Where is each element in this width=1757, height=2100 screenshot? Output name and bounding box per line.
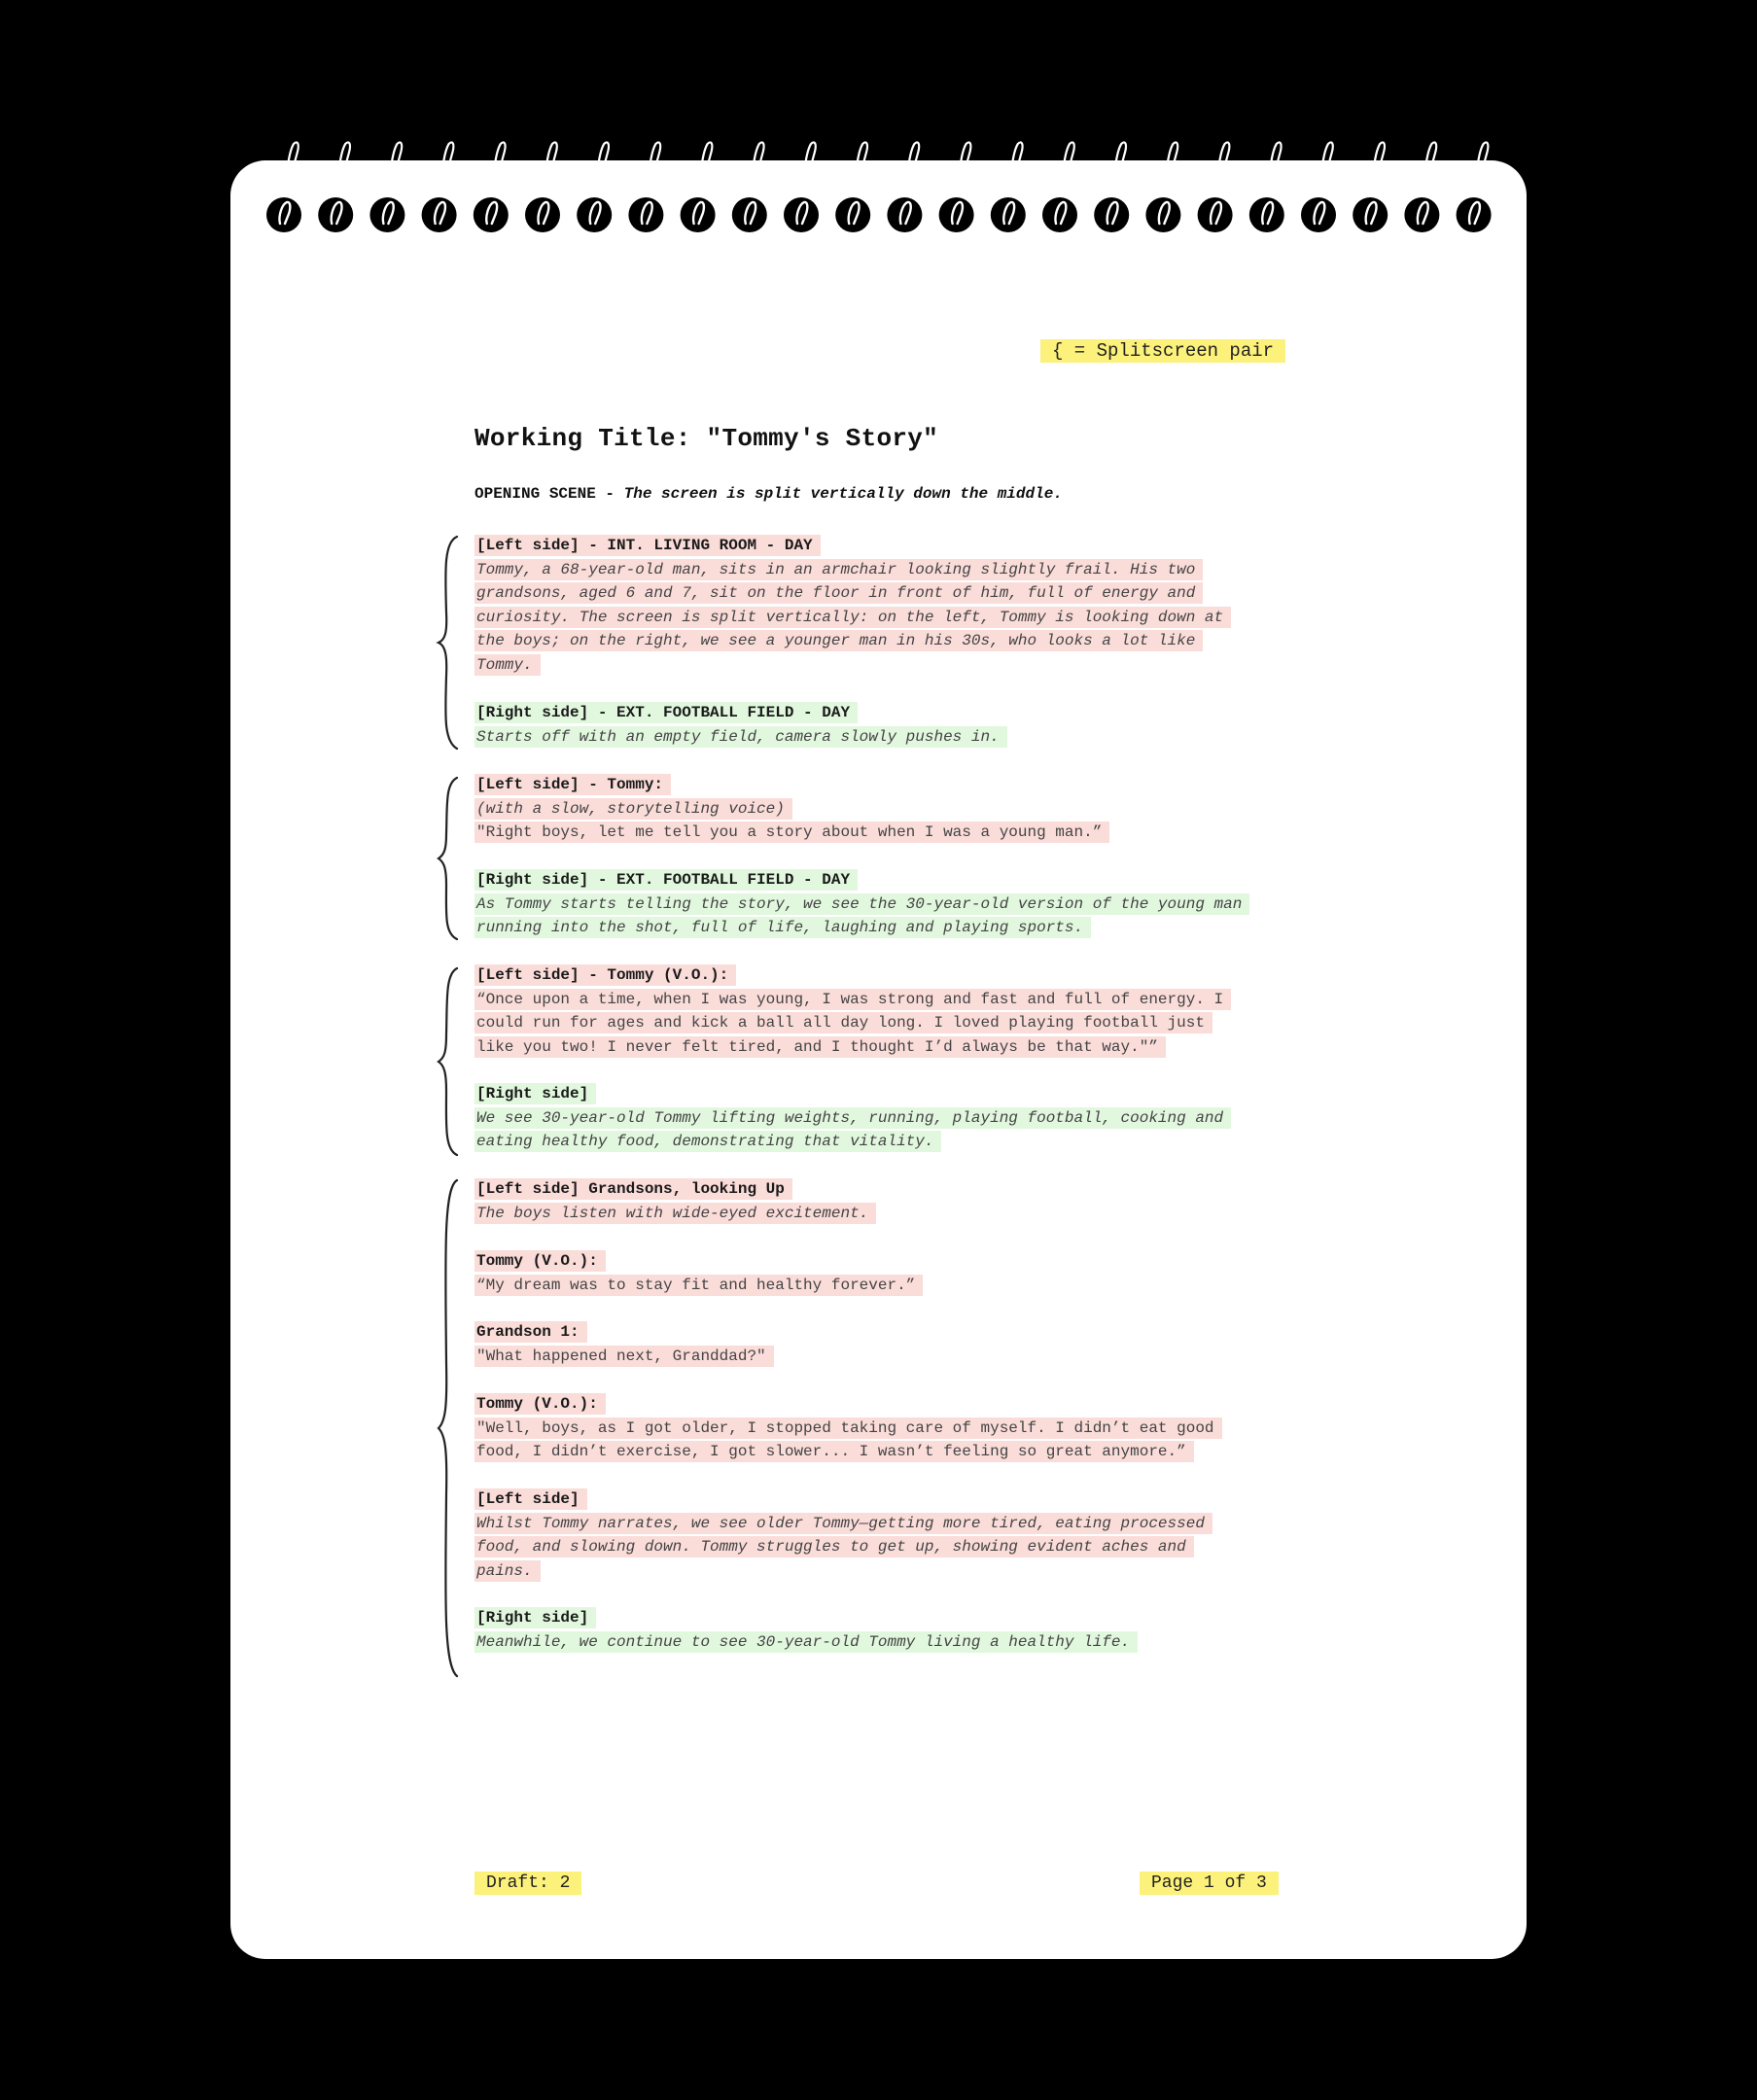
scene-block-right-football-field-2: [474, 868, 1291, 940]
character-name: Grandson 1:: [474, 1321, 587, 1343]
dialogue-block-tommy-vo-3: [474, 1392, 1291, 1464]
scene-heading: [Left side]: [474, 1488, 587, 1510]
dialogue-block-tommy: [474, 773, 1291, 845]
scene-block-left-living-room: [474, 534, 1291, 677]
draft-number: Draft: 2: [474, 1872, 581, 1895]
action-line: pains.: [474, 1560, 541, 1582]
action-line: Tommy, a 68-year-old man, sits in an armchair looking slightly frail. His two: [474, 559, 1203, 580]
action-line: Meanwhile, we continue to see 30-year-old Tommy living a healthy life.: [474, 1631, 1138, 1653]
dialogue-line: like you two! I never felt tired, and I thought I’d always be that way."”: [474, 1036, 1166, 1058]
action-line: Whilst Tommy narrates, we see older Tommy—getting more tired, eating processed: [474, 1513, 1212, 1534]
page-title: Working Title: "Tommy's Story": [474, 424, 939, 453]
scene-block-left-grandsons: [474, 1177, 1291, 1225]
scene-heading: [Right side] - EXT. FOOTBALL FIELD - DAY: [474, 702, 858, 723]
scene-heading: [Right side] - EXT. FOOTBALL FIELD - DAY: [474, 869, 858, 891]
scene-heading: [Left side] Grandsons, looking Up: [474, 1178, 792, 1200]
dialogue-line: food, I didn’t exercise, I got slower... I wasn’t feeling so great anymore.”: [474, 1441, 1194, 1462]
character-name: [Left side] - Tommy (V.O.):: [474, 964, 736, 986]
dialogue-line: "Well, boys, as I got older, I stopped taking care of myself. I didn’t eat good: [474, 1418, 1222, 1439]
dialogue-line: "Right boys, let me tell you a story about when I was a young man.”: [474, 822, 1109, 843]
splitscreen-legend: { = Splitscreen pair: [1040, 339, 1285, 363]
action-line: We see 30-year-old Tommy lifting weights, running, playing football, cooking and: [474, 1107, 1231, 1129]
action-line: Starts off with an empty field, camera slowly pushes in.: [474, 726, 1007, 748]
scene-heading: [Right side]: [474, 1607, 596, 1628]
action-line: the boys; on the right, we see a younger man in his 30s, who looks a lot like: [474, 630, 1203, 651]
dialogue-line: “Once upon a time, when I was young, I was strong and fast and full of energy. I: [474, 989, 1231, 1010]
scene-block-right-football-field: [474, 701, 1291, 749]
page-number: Page 1 of 3: [1140, 1872, 1279, 1895]
character-name: Tommy (V.O.):: [474, 1250, 606, 1272]
scene-block-right-vitality: [474, 1082, 1291, 1154]
dialogue-block-tommy-vo-2: [474, 1249, 1291, 1297]
action-line: curiosity. The screen is split vertically: on the left, Tommy is looking down at: [474, 607, 1231, 628]
action-line: running into the shot, full of life, laughing and playing sports.: [474, 917, 1091, 938]
action-line: eating healthy food, demonstrating that vitality.: [474, 1131, 941, 1152]
action-line: The boys listen with wide-eyed excitement.: [474, 1203, 876, 1224]
opening-scene-label: OPENING SCENE -: [474, 485, 624, 503]
parenthetical: (with a slow, storytelling voice): [474, 798, 792, 820]
action-line: As Tommy starts telling the story, we see the 30-year-old version of the young man: [474, 893, 1249, 915]
scene-block-right-healthy-life: [474, 1606, 1291, 1654]
opening-scene-text: The screen is split vertically down the middle.: [623, 485, 1063, 503]
dialogue-line: "What happened next, Granddad?": [474, 1346, 774, 1367]
character-name: Tommy (V.O.):: [474, 1393, 606, 1415]
dialogue-line: “My dream was to stay fit and healthy forever.”: [474, 1275, 923, 1296]
scene-block-left-older-tommy: [474, 1488, 1291, 1583]
opening-scene: [474, 485, 1063, 503]
scene-heading: [Right side]: [474, 1083, 596, 1104]
character-name: [Left side] - Tommy:: [474, 774, 671, 795]
action-line: food, and slowing down. Tommy struggles to get up, showing evident aches and: [474, 1536, 1194, 1558]
scene-heading: [Left side] - INT. LIVING ROOM - DAY: [474, 535, 821, 556]
dialogue-block-tommy-vo: [474, 963, 1291, 1059]
dialogue-block-grandson: [474, 1320, 1291, 1368]
action-line: Tommy.: [474, 654, 541, 676]
action-line: grandsons, aged 6 and 7, sit on the floor in front of him, full of energy and: [474, 582, 1203, 604]
dialogue-line: could run for ages and kick a ball all day long. I loved playing football just: [474, 1012, 1212, 1033]
